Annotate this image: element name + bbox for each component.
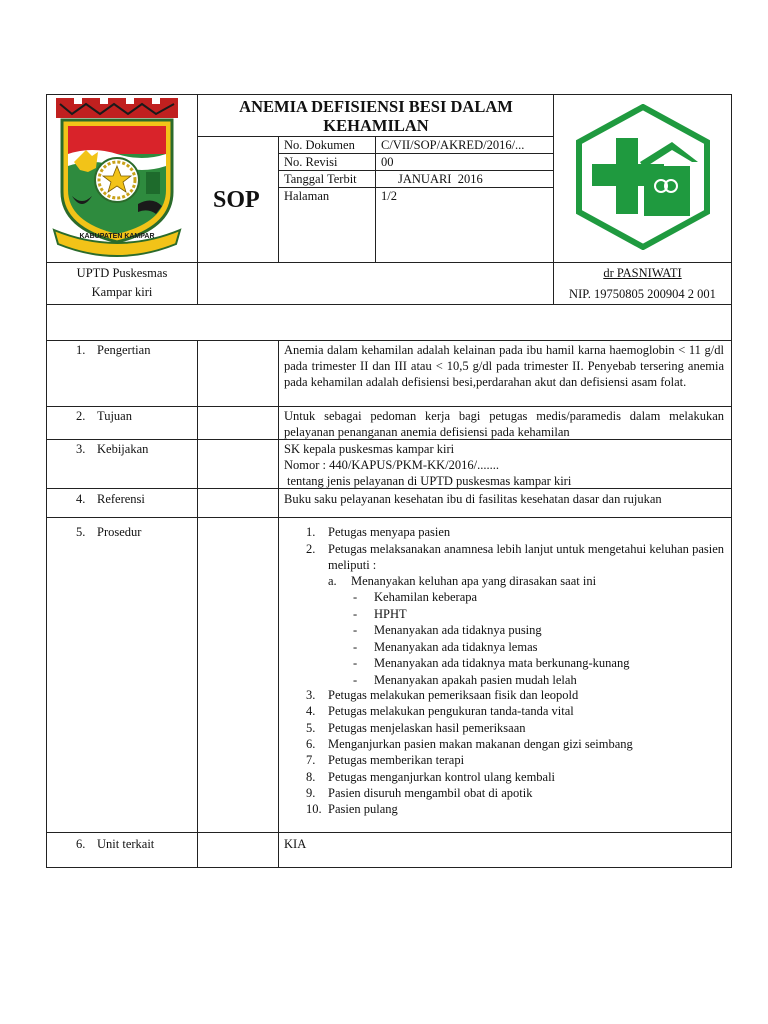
section-label-prosedur: Prosedur [97,525,142,539]
org-name-line2: Kampar kiri [91,285,153,299]
symptom-check-item: HPHT [374,606,407,621]
section-number: 4. [76,492,86,506]
step-number: 1. [306,525,316,539]
step-number: 2. [306,542,316,556]
logo-banner-text: KABUPATEN KAMPAR [79,233,155,240]
step-number: 7. [306,753,316,768]
step-number: 4. [306,704,316,719]
document-title-line2: KEHAMILAN [323,116,429,135]
kabupaten-kampar-logo [52,96,182,258]
procedure-step: Petugas menganjurkan kontrol ulang kembali [328,769,556,784]
symptom-check-item: Menanyakan ada tidaknya lemas [374,639,538,654]
dash-bullet: - [353,639,358,654]
step-number: 10. [306,802,322,817]
section-number: 1. [76,343,86,357]
signatory-nip: NIP. 19750805 200904 2 001 [569,287,716,301]
symptom-check-item: Menanyakan apakah pasien mudah lelah [374,672,577,687]
kebijakan-line-2: Nomor : 440/KAPUS/PKM-KK/2016/....... [284,458,499,472]
procedure-step: Pasien pulang [328,802,398,817]
symptom-check-item: Menanyakan ada tidaknya pusing [374,623,542,637]
section-number: 6. [76,837,86,851]
section-label-tujuan: Tujuan [97,409,132,423]
sub-item-marker: a. [328,574,337,588]
procedure-step-1: Petugas menyapa pasien [328,525,451,539]
kebijakan-line-3: tentang jenis pelayanan di UPTD puskesmas kampar kiri [287,474,572,488]
procedure-step: Petugas menjelaskan hasil pemeriksaan [328,720,526,735]
step-number: 6. [306,736,316,751]
meta-label-tanggal-terbit: Tanggal Terbit [284,172,357,186]
puskesmas-logo [574,104,712,250]
meta-value-halaman: 1/2 [381,189,397,203]
procedure-step: Pasien disuruh mengambil obat di apotik [328,785,533,800]
sop-label: SOP [213,187,260,213]
section-text-unit-terkait: KIA [284,837,307,851]
procedure-step: Petugas melakukan pemeriksaan fisik dan leopold [328,688,579,702]
org-name-line1: UPTD Puskesmas [76,266,168,280]
section-label-referensi: Referensi [97,492,145,506]
dash-bullet: - [353,656,358,670]
section-text-tujuan: Untuk sebagai pedoman kerja bagi petugas medis/paramedis dalam melakukan pelayanan penanganan anemia defisiensi pada kehamilan [284,409,724,439]
dash-bullet: - [353,623,358,637]
section-label-kebijakan: Kebijakan [97,442,149,456]
section-label-pengertian: Pengertian [97,343,151,357]
procedure-step: Petugas melakukan pengukuran tanda-tanda vital [328,704,574,719]
meta-label-no-revisi: No. Revisi [284,155,338,169]
step-number: 9. [306,785,316,800]
dash-bullet: - [353,590,358,604]
section-text-pengertian: Anemia dalam kehamilan adalah kelainan pada ibu hamil karna haemoglobin < 11 g/dl pada trimester II dan III atau < 10,5 g/dl pada trimester II. Penyebab tersering anemia pada kehamilan adalah defisiensi besi,perdarahan akut dan defisiensi asam folat. [284,343,724,389]
section-number: 2. [76,409,86,423]
procedure-step-2: Petugas melaksanakan anamnesa lebih lanjut untuk mengetahui keluhan pasien meliputi : [328,542,724,572]
signatory-name: dr PASNIWATI [603,266,682,280]
meta-value-no-dokumen: C/VII/SOP/AKRED/2016/... [381,138,525,152]
section-number: 5. [76,525,86,539]
document-title-line1: ANEMIA DEFISIENSI BESI DALAM [239,97,513,116]
dash-bullet: - [353,672,358,687]
symptom-check-item: Kehamilan keberapa [374,590,478,604]
symptom-check-item: Menanyakan ada tidaknya mata berkunang-kunang [374,656,630,670]
meta-label-no-dokumen: No. Dokumen [284,138,355,152]
kebijakan-line-1: SK kepala puskesmas kampar kiri [284,442,455,456]
section-number: 3. [76,442,86,456]
step-number: 8. [306,769,316,784]
procedure-step: Petugas memberikan terapi [328,753,465,768]
meta-value-tanggal-terbit: JANUARI 2016 [398,172,483,186]
procedure-sub-item-a: Menanyakan keluhan apa yang dirasakan saat ini [351,574,597,588]
meta-label-halaman: Halaman [284,189,330,203]
step-number: 5. [306,720,316,735]
section-text-referensi: Buku saku pelayanan kesehatan ibu di fasilitas kesehatan dasar dan rujukan [284,492,662,506]
step-number: 3. [306,688,316,702]
meta-value-no-revisi: 00 [381,155,394,169]
section-label-unit-terkait: Unit terkait [97,837,155,851]
procedure-step: Menganjurkan pasien makan makanan dengan gizi seimbang [328,736,633,751]
dash-bullet: - [353,606,358,621]
